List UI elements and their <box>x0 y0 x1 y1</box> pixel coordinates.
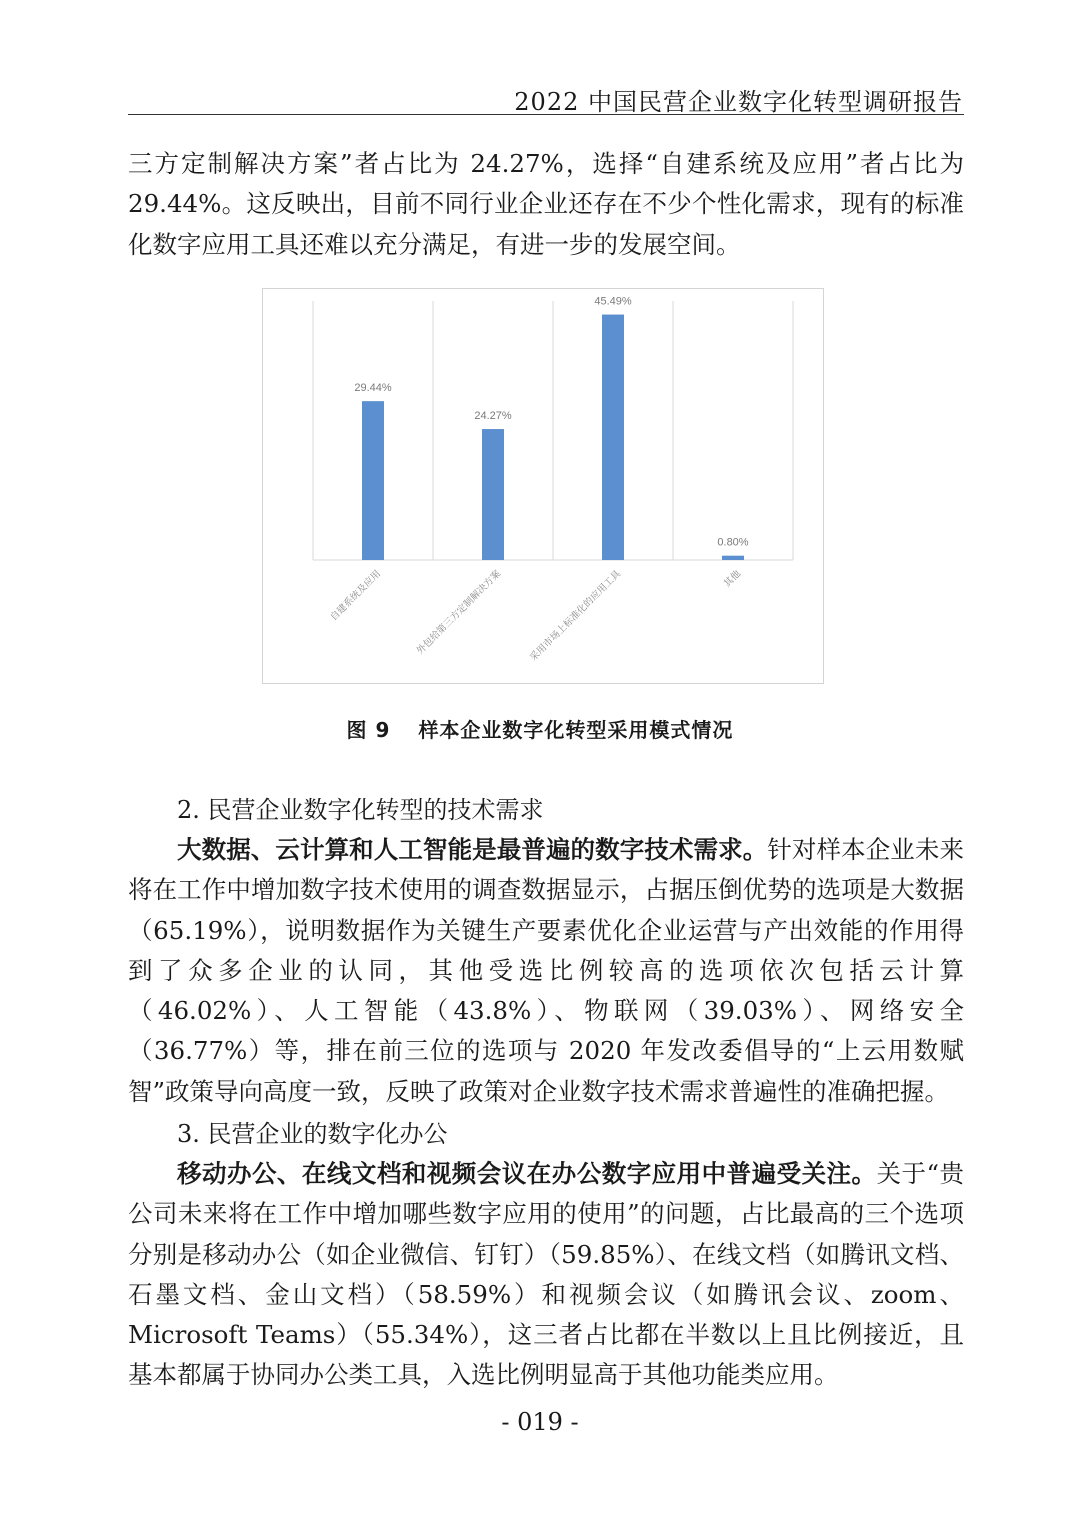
header-rule <box>128 114 964 115</box>
data-label: 45.49% <box>594 295 632 308</box>
bar-chart-svg <box>263 289 822 682</box>
figure-caption <box>0 714 1080 743</box>
section2-heading: 2. 民营企业数字化转型的技术需求 <box>177 796 544 824</box>
category-tick-label: 外包给第三方定制解决方案 <box>414 568 504 657</box>
figure-number: 图 9 <box>346 718 391 742</box>
section3-body: 关于“贵公司未来将在工作中增加哪些数字应用的使用”的问题，占比最高的三个选项分别是移动办公（如企业微信、钉钉）（59.85%）、在线文档（如腾讯文档、石墨文档、金山文档）（58.59%）和视频会议（如腾讯会议、zoom、Microsoft Teams）（55.34%），这三者占比都在半数以上且比例接近，且基本都属于协同办公类工具，入选比例明显高于其他功能类应用。 <box>128 1159 965 1390</box>
bar-chart <box>262 288 824 684</box>
section2-paragraph <box>128 830 964 1112</box>
section3-paragraph <box>128 1154 964 1396</box>
page-number: - 019 - <box>501 1408 579 1436</box>
category-tick-label: 自建系统及应用 <box>328 568 384 624</box>
data-label: 0.80% <box>717 536 749 549</box>
figure-title: 样本企业数字化转型采用模式情况 <box>418 718 734 742</box>
bar <box>482 429 504 560</box>
bar <box>362 401 384 560</box>
section2-body: 针对样本企业未来将在工作中增加数字技术使用的调查数据显示，占据压倒优势的选项是大数据（65.19%），说明数据作为关键生产要素优化企业运营与产出效能的作用得到了众多企业的认同，其他受选比例较高的选项依次包括云计算（46.02%）、人工智能（43.8%）、物联网（39.03%）、网络安全（36.77%）等，排在前三位的选项与 2020 年发改委倡导的“上云用数赋智”政策导向高度一致，反映了政策对企业数字技术需求普遍性的准确把握。 <box>128 835 965 1106</box>
section2-lead: 大数据、云计算和人工智能是最普遍的数字技术需求。 <box>177 835 768 864</box>
section3-heading: 3. 民营企业的数字化办公 <box>177 1120 448 1148</box>
category-tick-label: 其他 <box>721 568 744 590</box>
bar <box>722 556 744 560</box>
intro-paragraph: 三方定制解决方案”者占比为 24.27%，选择“自建系统及应用”者占比为 29.44%。这反映出，目前不同行业企业还存在不少个性化需求，现有的标准化数字应用工具还难以充分满足，有进一步的发展空间。 <box>128 149 964 259</box>
data-label: 24.27% <box>474 410 512 423</box>
section3-lead: 移动办公、在线文档和视频会议在办公数字应用中普遍受关注。 <box>177 1159 877 1188</box>
bar <box>602 315 624 560</box>
data-label: 29.44% <box>354 382 392 395</box>
category-tick-label: 采用市场上标准化的应用工具 <box>528 568 624 664</box>
running-header-title: 2022 中国民营企业数字化转型调研报告 <box>514 88 963 116</box>
